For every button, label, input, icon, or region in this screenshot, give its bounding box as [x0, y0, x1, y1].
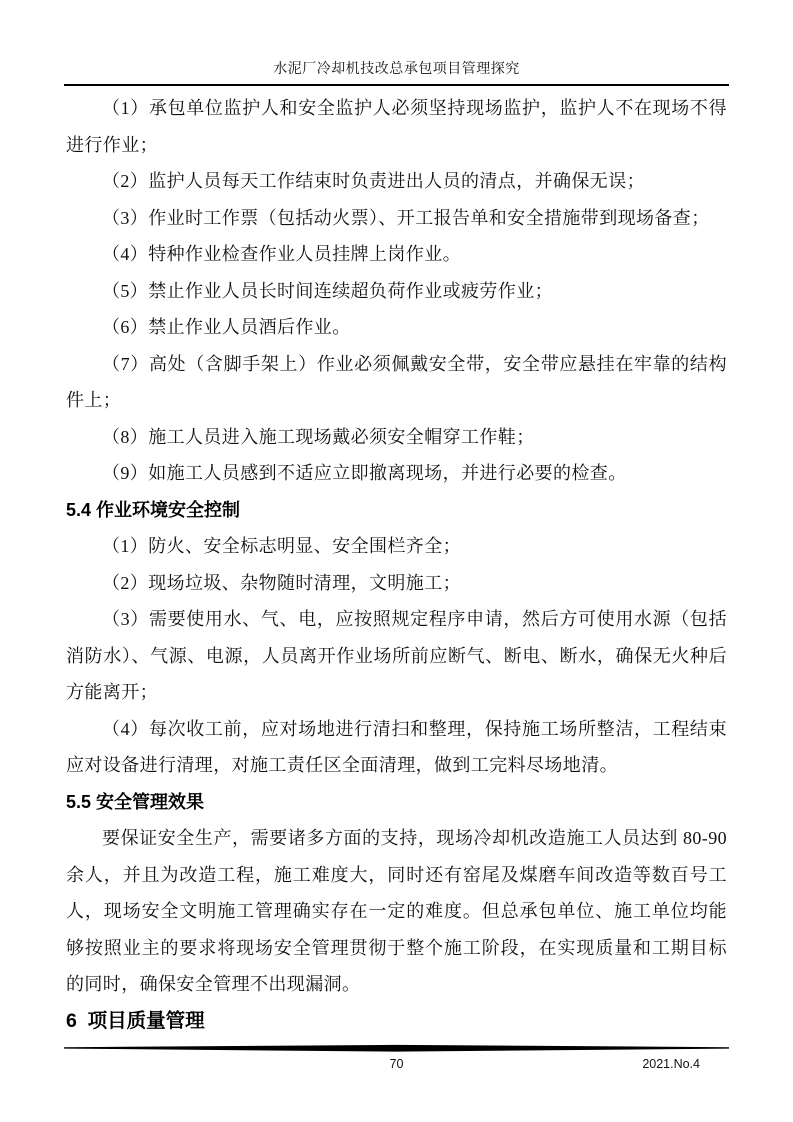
footer-rule — [64, 1044, 729, 1053]
safety-result-paragraph: 要保证安全生产，需要诸多方面的支持，现场冷却机改造施工人员达到 80-90 余人，并且为改造工程，施工难度大，同时还有窑尾及煤磨车间改造等数百号工人，现场安全文明施工管理确实存在一定的难度。但总承包单位、施工单位均能够按照业主的要求将现场安全管理贯彻于整个施工阶段，在实现质量和工期目标的同时，确保安全管理不出现漏洞。 — [66, 828, 727, 994]
safety-item-8: （8）施工人员进入施工现场戴必须安全帽穿工作鞋； — [102, 426, 535, 447]
safety-item-1: （1）承包单位监护人和安全监护人必须坚持现场监护，监护人不在现场不得进行作业； — [66, 98, 727, 155]
safety-item-7: （7）高处（含脚手架上）作业必须佩戴安全带，安全带应悬挂在牢靠的结构件上； — [66, 353, 727, 410]
safety-item-6: （6）禁止作业人员酒后作业。 — [102, 317, 351, 337]
page-header — [64, 0, 729, 86]
env-item-1: （1）防火、安全标志明显、安全围栏齐全； — [102, 536, 461, 556]
env-item-4: （4）每次收工前，应对场地进行清扫和整理，保持施工场所整洁，工程结束应对设备进行清理，对施工责任区全面清理，做到工完料尽场地清。 — [66, 718, 727, 775]
env-item-3: （3）需要使用水、气、电，应按照规定程序申请，然后方可使用水源（包括消防水）、气源、电源，人员离开作业场所前应断气、断电、断水，确保无火种后方能离开； — [66, 609, 727, 702]
document-body — [66, 90, 727, 1040]
header-rule — [64, 84, 729, 86]
running-title: 水泥厂冷却机技改总承包项目管理探究 — [273, 62, 520, 77]
safety-item-9: （9）如施工人员感到不适应立即撤离现场，并进行必要的检查。 — [102, 463, 627, 483]
footer-row — [64, 1056, 729, 1073]
section-heading-5-4: 5.4 作业环境安全控制 — [66, 499, 241, 520]
page-footer — [64, 1044, 729, 1073]
section-heading-5-5: 5.5 安全管理效果 — [66, 791, 205, 812]
page-number: 70 — [389, 1057, 404, 1071]
section-heading-6: 6 项目质量管理 — [66, 1009, 205, 1032]
safety-item-2: （2）监护人员每天工作结束时负责进出人员的清点，并确保无误； — [102, 171, 645, 191]
safety-item-5: （5）禁止作业人员长时间连续超负荷作业或疲劳作业； — [102, 280, 553, 301]
safety-item-4: （4）特种作业检查作业人员挂牌上岗作业。 — [102, 244, 461, 264]
env-item-2: （2）现场垃圾、杂物随时清理，文明施工； — [102, 572, 461, 593]
issue-label: 2021.No.4 — [642, 1057, 700, 1071]
safety-item-3: （3）作业时工作票（包括动火票）、开工报告单和安全措施带到现场备查； — [102, 207, 710, 228]
